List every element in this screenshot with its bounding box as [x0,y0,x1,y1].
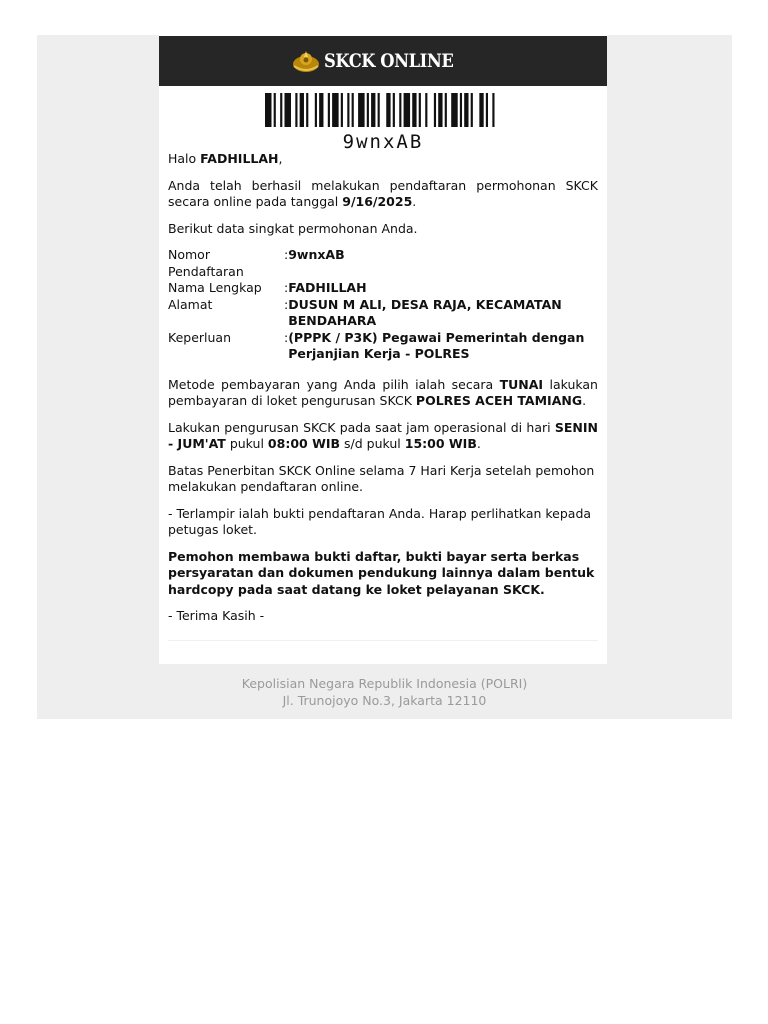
hours-paragraph: Lakukan pengurusan SKCK pada saat jam operasional di hari SENIN - JUM'AT pukul 08:00 WIB s/d pukul 15:00 WIB. [168,419,598,451]
payment-location: POLRES ACEH TAMIANG [415,393,583,408]
barcode-bar [352,93,354,127]
detail-value: DUSUN M ALI, DESA RAJA, KECAMATAN BENDAHARA [288,296,562,328]
barcode-bar [328,93,330,127]
barcode-bar [386,93,390,127]
barcode-bar [378,93,380,127]
detail-label: Keperluan [168,329,232,345]
detail-row [168,297,598,330]
barcode-bar [464,93,468,127]
closing-text: - Terima Kasih - [168,608,265,623]
barcode-bar [347,93,349,127]
barcode-image [265,93,501,127]
attachment-paragraph: - Terlampir ialah bukti pendaftaran Anda. Harap perlihatkan kepada petugas loket. [168,505,592,537]
greeting: Halo FADHILLAH, [168,151,283,166]
detail-value: 9wnxAB [288,247,345,262]
brand-title: SKCK ONLINE [324,50,454,72]
deadline-paragraph: Batas Penerbitan SKCK Online selama 7 Hari Kerja setelah pemohon melakukan pendaftaran online. [168,462,595,494]
payment-paragraph: Metode pembayaran yang Anda pilih ialah secara TUNAI lakukan pembayaran di loket pengurusan SKCK POLRES ACEH TAMIANG. [168,376,598,408]
barcode-bar [284,93,291,127]
barcode-bar [295,93,297,127]
start-time: 08:00 WIB [267,436,341,451]
barcode-bar [434,93,436,127]
barcode-bar [265,93,272,127]
barcode-bar [425,93,427,127]
email-card [159,35,607,664]
barcode-bar [404,93,411,127]
barcode-bar [280,93,282,127]
police-emblem-icon [291,48,321,74]
barcode-bar [419,93,421,127]
payment-method: TUNAI [499,376,544,392]
barcode-bar [471,93,473,127]
requirements-paragraph: Pemohon membawa bukti daftar, bukti bayar serta berkas persyaratan dan dokumen pendukung lainnya dalam bentuk hardcopy pada saat datang ke loket pelayanan SKCK. [168,548,595,597]
barcode-bar [306,93,308,127]
intro-paragraph: Anda telah berhasil melakukan pendaftaran permohonan SKCK secara online pada tanggal 9/16/2025. [168,177,598,209]
barcode-bar [315,93,317,127]
greeting-name: FADHILLAH [200,151,279,166]
detail-colon: : [284,296,289,312]
email-header [159,36,607,86]
barcode-bar [367,93,369,127]
barcode-bar [460,93,462,127]
barcode-bar [451,93,458,127]
email-background [37,35,732,719]
barcode-bar [300,93,304,127]
detail-value: FADHILLAH [288,280,367,295]
barcode-text: 9wnxAB [342,131,424,153]
detail-label: Nama Lengkap [168,280,262,295]
detail-value: (PPPK / P3K) Pegawai Pemerintah dengan Perjanjian Kerja - POLRES [288,329,585,361]
barcode-bar [412,93,416,127]
end-time: 15:00 WIB [404,436,477,451]
barcode-bar [486,93,488,127]
detail-colon: : [284,329,289,345]
details-table [168,247,598,363]
barcode-bar [438,93,442,127]
detail-row [168,330,598,363]
email-body [168,151,598,635]
detail-label: Alamat [168,296,213,312]
barcode-bar [492,93,494,127]
barcode-bar [479,93,483,127]
barcode-bar [332,93,339,127]
divider [168,640,598,641]
barcode-bar [399,93,401,127]
header-logo [291,48,475,74]
summary-paragraph: Berikut data singkat permohonan Anda. [168,220,418,236]
barcode-bar [341,93,343,127]
barcode-bar [274,93,276,127]
barcode-bar [358,93,365,127]
barcode-bar [445,93,447,127]
barcode-bar [319,93,323,127]
detail-label: Nomor Pendaftaran [168,247,244,279]
barcode-bar [393,93,395,127]
operational-days: SENIN - JUM'AT [168,419,598,451]
detail-row [168,280,598,297]
footer-address: Jl. Trunojoyo No.3, Jakarta 12110 [282,692,487,708]
email-footer [37,676,732,709]
footer-org: Kepolisian Negara Republik Indonesia (POLRI) [241,676,528,691]
registration-date: 9/16/2025 [342,194,413,209]
detail-colon: : [284,247,289,262]
detail-colon: : [284,280,289,295]
barcode-bar [371,93,375,127]
detail-row [168,247,598,280]
